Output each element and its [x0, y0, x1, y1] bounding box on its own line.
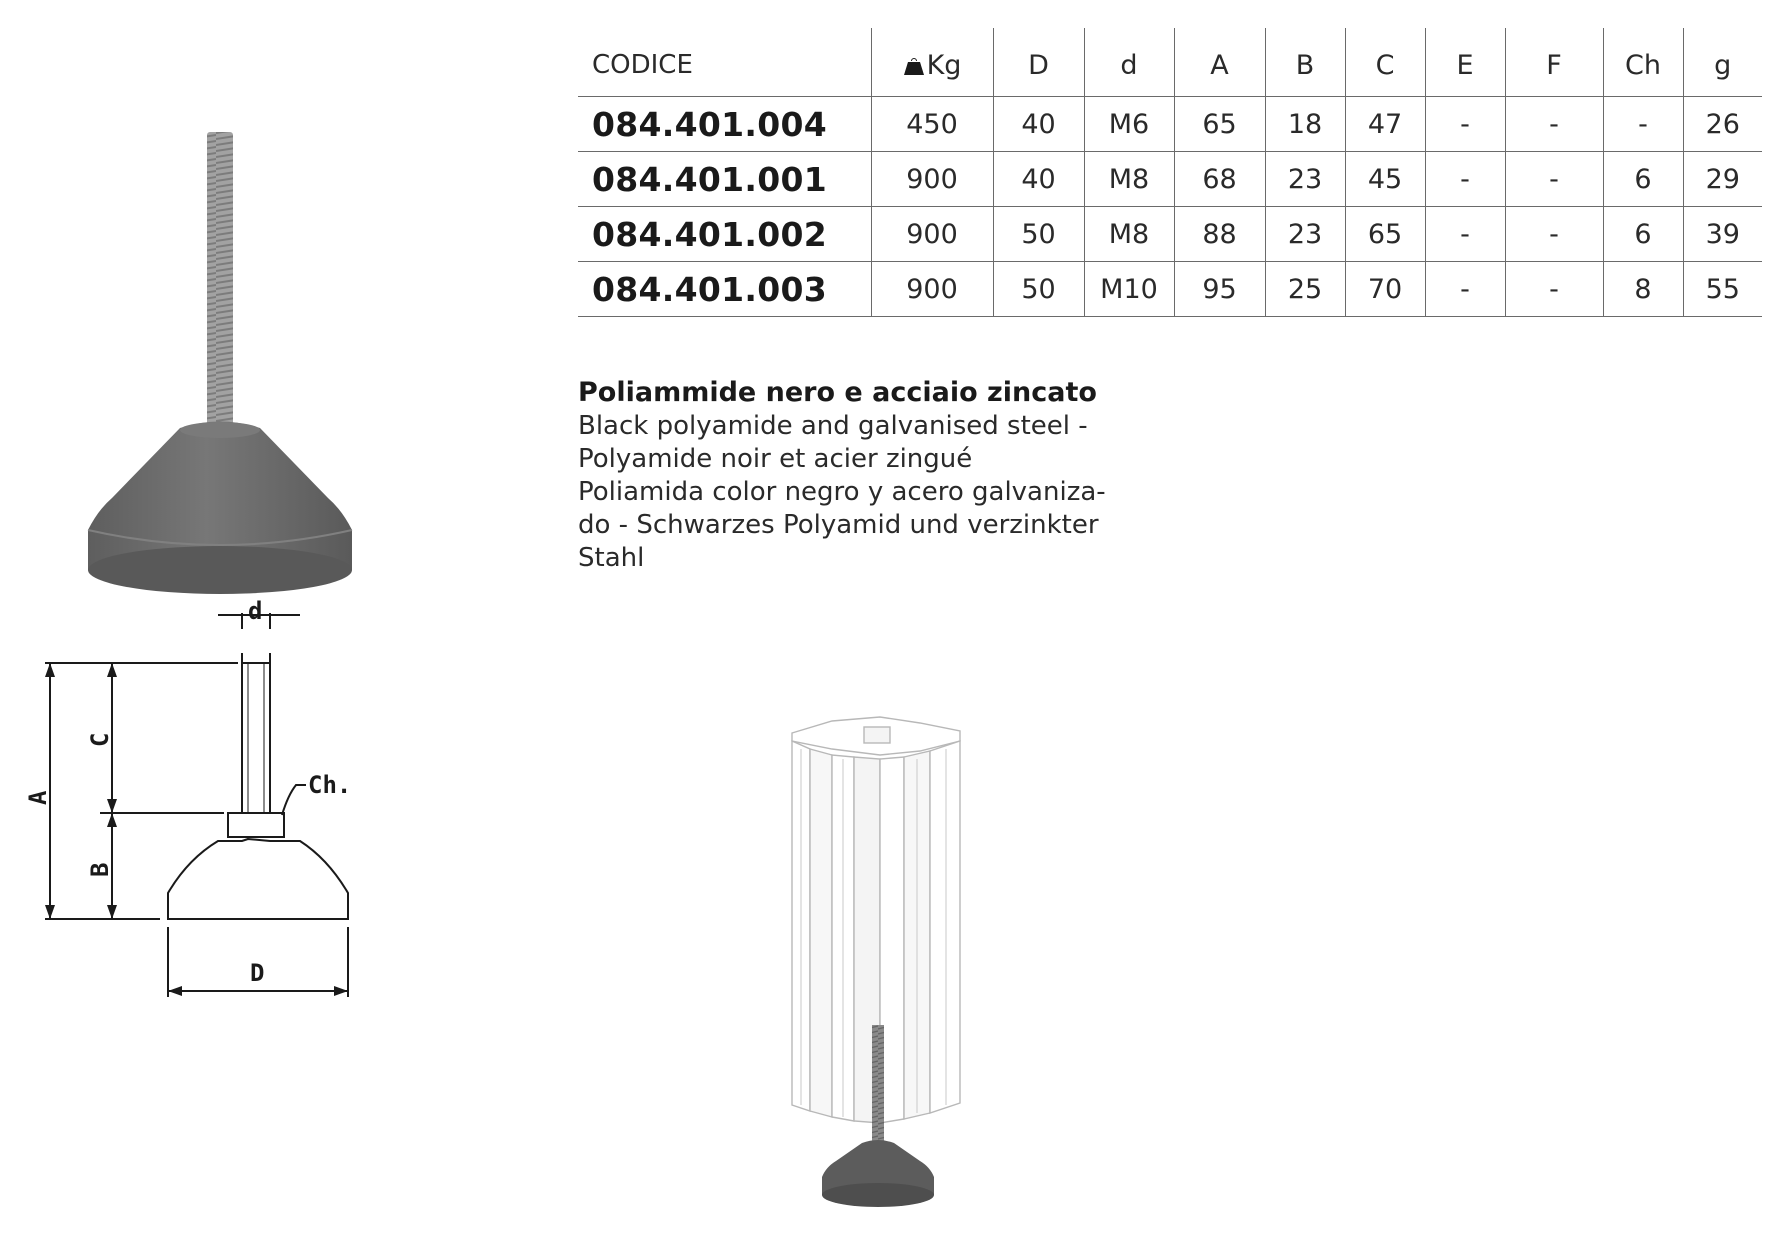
header-B: B [1265, 28, 1345, 97]
cell-Ch: 6 [1603, 207, 1683, 262]
cell-D: 50 [993, 262, 1084, 317]
cell-code: 084.401.003 [578, 262, 871, 317]
cell-F: - [1505, 262, 1603, 317]
table-row [578, 152, 1762, 207]
cell-A: 68 [1174, 152, 1265, 207]
cell-A: 65 [1174, 97, 1265, 152]
cell-F: - [1505, 207, 1603, 262]
cell-g: 39 [1683, 207, 1762, 262]
cell-Ch: - [1603, 97, 1683, 152]
technical-drawing [0, 597, 420, 1155]
header-E: E [1425, 28, 1505, 97]
table-header-row [578, 28, 1762, 97]
header-d: d [1084, 28, 1174, 97]
product-photo [60, 110, 380, 630]
cell-g: 55 [1683, 262, 1762, 317]
assembly-stem [872, 1025, 884, 1143]
cell-d: M10 [1084, 262, 1174, 317]
dim-label-A: A [24, 790, 52, 805]
description-line: Poliamida color negro y acero galvaniza- [578, 477, 1106, 507]
cell-kg: 900 [871, 262, 993, 317]
cell-E: - [1425, 262, 1505, 317]
cell-B: 23 [1265, 207, 1345, 262]
dim-label-d: d [248, 597, 263, 625]
cell-F: - [1505, 152, 1603, 207]
cell-kg: 900 [871, 152, 993, 207]
cell-kg: 900 [871, 207, 993, 262]
cell-A: 95 [1174, 262, 1265, 317]
header-codice: CODICE [578, 28, 871, 97]
description-line: do - Schwarzes Polyamid und verzinkter [578, 510, 1099, 540]
cell-E: - [1425, 97, 1505, 152]
dim-label-B: B [86, 862, 114, 877]
cell-code: 084.401.001 [578, 152, 871, 207]
table-row [578, 207, 1762, 262]
cell-C: 47 [1345, 97, 1425, 152]
dim-label-D: D [250, 959, 265, 987]
cell-d: M6 [1084, 97, 1174, 152]
threaded-stem [207, 132, 233, 432]
header-C: C [1345, 28, 1425, 97]
cell-code: 084.401.004 [578, 97, 871, 152]
cell-A: 88 [1174, 207, 1265, 262]
cell-B: 18 [1265, 97, 1345, 152]
cell-F: - [1505, 97, 1603, 152]
cell-E: - [1425, 152, 1505, 207]
header-D: D [993, 28, 1084, 97]
cell-C: 70 [1345, 262, 1425, 317]
description-line: Black polyamide and galvanised steel - [578, 411, 1088, 441]
weight-icon [903, 56, 925, 76]
description-line: Polyamide noir et acier zingué [578, 444, 973, 474]
cell-d: M8 [1084, 207, 1174, 262]
header-kg-label: Kg [926, 49, 962, 81]
profile-assembly [770, 705, 980, 1215]
cell-C: 45 [1345, 152, 1425, 207]
cell-g: 26 [1683, 97, 1762, 152]
spec-table [578, 28, 1762, 317]
cell-Ch: 6 [1603, 152, 1683, 207]
header-F: F [1505, 28, 1603, 97]
cell-D: 40 [993, 152, 1084, 207]
dim-label-C: C [86, 732, 114, 747]
header-A: A [1174, 28, 1265, 97]
dim-label-Ch: Ch. [308, 771, 352, 799]
cell-B: 25 [1265, 262, 1345, 317]
cell-D: 50 [993, 207, 1084, 262]
description-line: Stahl [578, 543, 645, 573]
cell-E: - [1425, 207, 1505, 262]
cell-C: 65 [1345, 207, 1425, 262]
cell-kg: 450 [871, 97, 993, 152]
cell-D: 40 [993, 97, 1084, 152]
header-kg [871, 28, 993, 97]
material-description [578, 376, 1178, 575]
table-row [578, 262, 1762, 317]
header-Ch: Ch [1603, 28, 1683, 97]
table-row [578, 97, 1762, 152]
header-g: g [1683, 28, 1762, 97]
cell-B: 23 [1265, 152, 1345, 207]
description-lead: Poliammide nero e acciaio zincato [578, 377, 1097, 408]
cell-d: M8 [1084, 152, 1174, 207]
cell-Ch: 8 [1603, 262, 1683, 317]
cell-g: 29 [1683, 152, 1762, 207]
cell-code: 084.401.002 [578, 207, 871, 262]
